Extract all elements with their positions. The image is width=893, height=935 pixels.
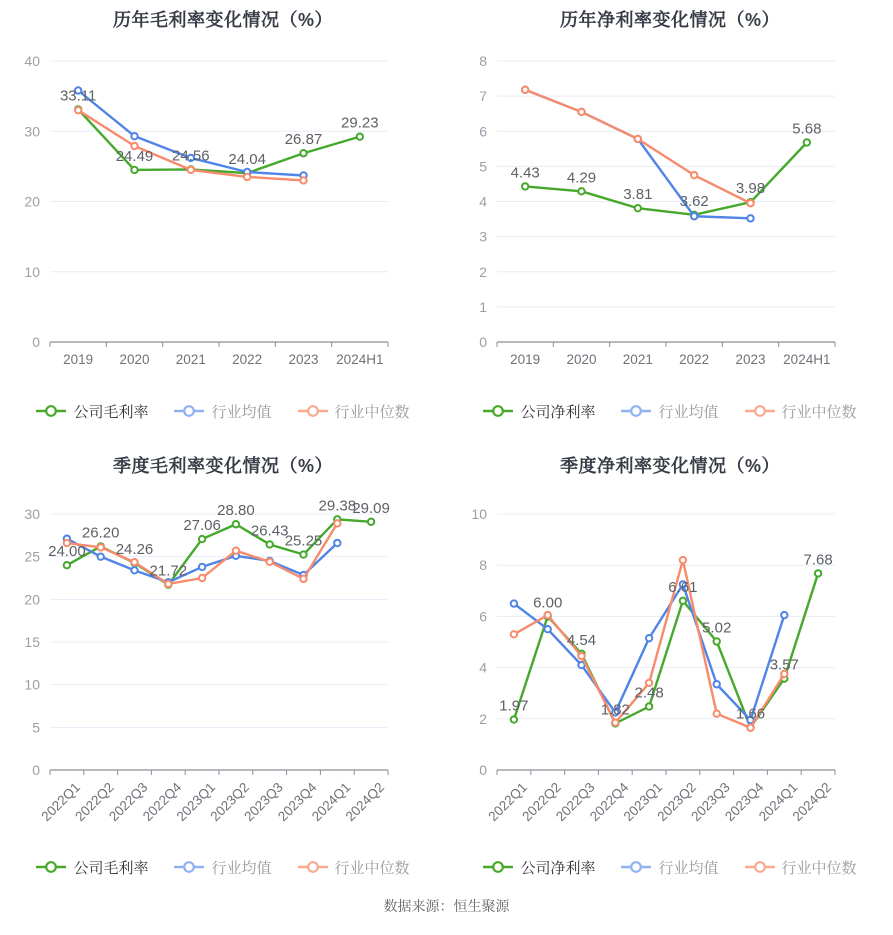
data-point-company: [368, 519, 374, 525]
data-label: 29.38: [318, 497, 357, 515]
data-label: 27.06: [183, 517, 221, 535]
legend-marker-industry-median: [298, 404, 328, 418]
legend-item-company[interactable]: [36, 857, 148, 878]
data-point-company: [804, 139, 810, 145]
data-point-industry-avg: [781, 612, 787, 618]
legend-item-industry-median[interactable]: [745, 857, 857, 878]
data-label: 24.49: [115, 147, 154, 165]
y-tick-label: 5: [479, 158, 487, 175]
data-point-industry-median: [267, 559, 273, 565]
legend-item-company[interactable]: [483, 401, 595, 422]
x-tick-label: 2022Q1: [38, 779, 84, 825]
data-label: 4.43: [510, 164, 540, 182]
x-tick-label: 2022: [232, 352, 263, 367]
x-tick-label: 2020: [566, 352, 597, 367]
chart-panel-annual-net-margin: [447, 0, 893, 440]
legend-marker-industry-median: [298, 860, 328, 874]
data-label: 1.66: [735, 705, 766, 723]
legend-marker-industry-avg: [621, 404, 651, 418]
data-source: 数据来源：恒生聚源: [383, 898, 510, 914]
data-point-company: [131, 167, 137, 173]
data-point-company: [646, 703, 652, 709]
x-tick-label: 2024Q1: [308, 779, 354, 825]
y-tick-label: 8: [479, 53, 487, 69]
chart-legend: [447, 398, 893, 424]
legend-item-industry-median[interactable]: [298, 401, 410, 422]
chart-title: 季度毛利率变化情况（%）: [112, 456, 333, 476]
legend-label: 行业中位数: [781, 403, 857, 421]
x-tick-label: 2022Q4: [586, 779, 632, 825]
data-label: 29.23: [341, 114, 379, 132]
data-point-industry-median: [300, 177, 306, 183]
data-point-industry-median: [511, 631, 517, 637]
chart-panel-annual-gross-margin: [0, 0, 446, 440]
x-tick-label: 2023: [735, 352, 766, 367]
y-tick-label: 2: [479, 263, 487, 280]
data-point-industry-median: [98, 544, 104, 550]
chart-title: 历年毛利率变化情况（%）: [112, 10, 333, 30]
x-tick-label: 2024Q1: [755, 779, 801, 825]
data-point-industry-median: [578, 109, 584, 115]
x-tick-label: 2023Q4: [275, 779, 320, 825]
x-tick-label: 2022Q2: [72, 779, 117, 825]
y-tick-label: 20: [24, 193, 40, 210]
data-point-industry-median: [300, 576, 306, 582]
chart-legend: [0, 398, 446, 424]
data-point-company: [680, 598, 686, 604]
legend-label: 行业中位数: [781, 859, 857, 877]
legend-item-industry-median[interactable]: [298, 857, 410, 878]
y-tick-label: 15: [24, 634, 40, 650]
data-label: 33.11: [59, 87, 97, 105]
legend-item-industry-avg[interactable]: [174, 857, 271, 878]
data-point-industry-median: [680, 557, 686, 563]
data-point-industry-median: [165, 581, 171, 587]
data-point-industry-median: [747, 725, 753, 731]
y-tick-label: 10: [24, 263, 40, 280]
y-tick-label: 3: [479, 228, 487, 245]
data-label: 26.87: [284, 131, 323, 149]
data-point-company: [511, 716, 517, 722]
x-tick-label: 2023Q1: [173, 779, 219, 825]
x-tick-label: 2023Q4: [722, 779, 767, 825]
legend-label: 公司净利率: [520, 403, 596, 421]
y-tick-label: 30: [24, 123, 40, 140]
data-label: 24.00: [48, 543, 86, 561]
data-point-industry-avg: [131, 567, 137, 573]
data-point-industry-avg: [511, 600, 517, 606]
x-tick-label: 2024H1: [336, 352, 384, 367]
data-point-industry-median: [522, 87, 528, 93]
data-point-company: [522, 183, 528, 189]
data-label: 24.04: [228, 151, 266, 169]
data-label: 3.81: [623, 186, 653, 204]
y-tick-label: 4: [479, 193, 487, 210]
data-point-company: [300, 150, 306, 156]
x-tick-label: 2024Q2: [342, 779, 388, 825]
y-tick-label: 5: [32, 719, 40, 736]
data-label: 7.68: [803, 551, 833, 569]
x-tick-label: 2024Q2: [789, 779, 835, 825]
x-tick-label: 2023Q2: [207, 779, 253, 825]
data-point-industry-avg: [131, 133, 137, 139]
x-tick-label: 2022Q3: [553, 779, 598, 825]
data-label: 25.25: [284, 532, 323, 550]
y-tick-label: 6: [479, 123, 487, 140]
data-point-industry-median: [691, 172, 697, 178]
data-point-industry-median: [334, 520, 340, 526]
x-tick-label: 2021: [622, 352, 653, 367]
data-point-industry-median: [612, 719, 618, 725]
data-label: 4.54: [566, 631, 597, 649]
annual-net-margin-plot: [447, 0, 893, 396]
legend-item-company[interactable]: [483, 857, 595, 878]
y-tick-label: 40: [24, 53, 40, 69]
data-point-industry-avg: [334, 540, 340, 546]
data-label: 5.02: [702, 619, 732, 637]
legend-label: 行业均值: [211, 403, 272, 421]
legend-label: 行业中位数: [334, 859, 410, 877]
data-point-company: [267, 541, 273, 547]
y-tick-label: 0: [32, 762, 40, 778]
y-tick-label: 20: [24, 591, 40, 608]
legend-label: 公司毛利率: [73, 403, 149, 421]
data-point-company: [300, 551, 306, 557]
data-point-industry-median: [244, 174, 250, 180]
legend-marker-industry-avg: [174, 860, 204, 874]
chart-legend: [0, 854, 446, 880]
data-label: 4.29: [566, 169, 597, 187]
x-tick-label: 2023: [288, 352, 319, 367]
data-point-industry-median: [578, 653, 584, 659]
legend-item-industry-avg[interactable]: [174, 401, 271, 422]
legend-item-industry-avg[interactable]: [621, 401, 718, 422]
quarterly-net-margin-plot: [447, 440, 893, 852]
data-label: 28.80: [217, 502, 255, 520]
y-tick-label: 7: [479, 88, 487, 105]
x-tick-label: 2022Q2: [519, 779, 564, 825]
data-label: 1.82: [600, 701, 630, 719]
quarterly-gross-margin-plot: [0, 440, 446, 852]
data-label: 29.09: [352, 499, 390, 517]
legend-marker-company: [483, 860, 513, 874]
data-label: 26.43: [250, 522, 289, 540]
legend-item-industry-median[interactable]: [745, 401, 857, 422]
legend-item-industry-avg[interactable]: [621, 857, 718, 878]
legend-marker-company: [36, 860, 66, 874]
y-tick-label: 25: [24, 548, 40, 565]
y-tick-label: 6: [479, 608, 487, 625]
data-point-industry-avg: [691, 213, 697, 219]
legend-label: 行业均值: [658, 859, 719, 877]
data-label: 6.00: [533, 594, 563, 612]
data-point-industry-avg: [714, 681, 720, 687]
chart-panel-quarterly-gross-margin: [0, 440, 446, 880]
data-point-industry-median: [545, 612, 551, 618]
data-point-industry-median: [233, 547, 239, 553]
chart-title: 历年净利率变化情况（%）: [559, 10, 780, 30]
data-label: 24.56: [172, 147, 210, 165]
data-label: 3.98: [735, 180, 766, 198]
legend-marker-industry-avg: [621, 860, 651, 874]
y-tick-label: 8: [479, 557, 487, 574]
data-point-industry-median: [714, 710, 720, 716]
data-point-industry-avg: [545, 626, 551, 632]
data-label: 3.57: [769, 656, 799, 674]
data-point-industry-avg: [646, 635, 652, 641]
x-tick-label: 2022Q4: [139, 779, 185, 825]
data-point-company: [714, 638, 720, 644]
x-tick-label: 2024H1: [783, 352, 831, 367]
x-tick-label: 2019: [510, 352, 541, 367]
legend-item-company[interactable]: [36, 401, 148, 422]
data-point-company: [815, 570, 821, 576]
data-point-company: [233, 521, 239, 527]
x-tick-label: 2023Q1: [620, 779, 666, 825]
x-tick-label: 2022Q1: [485, 779, 531, 825]
legend-marker-company: [36, 404, 66, 418]
y-tick-label: 30: [24, 506, 40, 522]
data-point-industry-median: [635, 136, 641, 142]
chart-title: 季度净利率变化情况（%）: [559, 456, 780, 476]
chart-legend: [447, 854, 893, 880]
data-label: 24.26: [115, 540, 154, 558]
y-tick-label: 4: [479, 659, 487, 676]
x-tick-label: 2022Q3: [106, 779, 151, 825]
x-tick-label: 2021: [175, 352, 206, 367]
data-point-company: [357, 133, 363, 139]
data-point-industry-median: [188, 167, 194, 173]
data-point-industry-avg: [199, 564, 205, 570]
chart-panel-quarterly-net-margin: [447, 440, 893, 880]
legend-marker-company: [483, 404, 513, 418]
y-tick-label: 0: [479, 334, 487, 350]
x-tick-label: 2023Q3: [688, 779, 733, 825]
data-point-company: [635, 205, 641, 211]
data-label: 21.72: [149, 562, 188, 580]
data-label: 5.68: [792, 120, 822, 138]
x-tick-label: 2020: [119, 352, 150, 367]
data-point-company: [578, 188, 584, 194]
y-tick-label: 1: [479, 298, 487, 315]
x-tick-label: 2023Q2: [654, 779, 700, 825]
data-label: 3.62: [679, 192, 709, 210]
data-label: 1.97: [499, 697, 529, 715]
data-point-company: [199, 536, 205, 542]
data-label: 6.61: [668, 578, 698, 596]
data-point-company: [64, 562, 70, 568]
legend-label: 行业均值: [211, 859, 272, 877]
legend-marker-industry-median: [745, 860, 775, 874]
data-point-industry-median: [199, 575, 205, 581]
data-point-industry-avg: [98, 553, 104, 559]
legend-label: 行业中位数: [334, 403, 410, 421]
y-tick-label: 2: [479, 710, 487, 727]
y-tick-label: 0: [32, 334, 40, 350]
legend-marker-industry-median: [745, 404, 775, 418]
data-point-industry-median: [747, 200, 753, 206]
data-point-industry-median: [131, 559, 137, 565]
legend-label: 公司净利率: [520, 859, 596, 877]
y-tick-label: 10: [471, 506, 487, 522]
legend-label: 公司毛利率: [73, 859, 149, 877]
legend-label: 行业均值: [658, 403, 719, 421]
data-label: 2.48: [634, 684, 664, 702]
y-tick-label: 0: [479, 762, 487, 778]
data-point-industry-avg: [747, 215, 753, 221]
x-tick-label: 2022: [679, 352, 710, 367]
data-point-industry-median: [75, 107, 81, 113]
legend-marker-industry-avg: [174, 404, 204, 418]
x-tick-label: 2019: [63, 352, 94, 367]
annual-gross-margin-plot: [0, 0, 446, 396]
data-label: 26.20: [81, 524, 120, 542]
x-tick-label: 2023Q3: [241, 779, 286, 825]
y-tick-label: 10: [24, 676, 40, 693]
